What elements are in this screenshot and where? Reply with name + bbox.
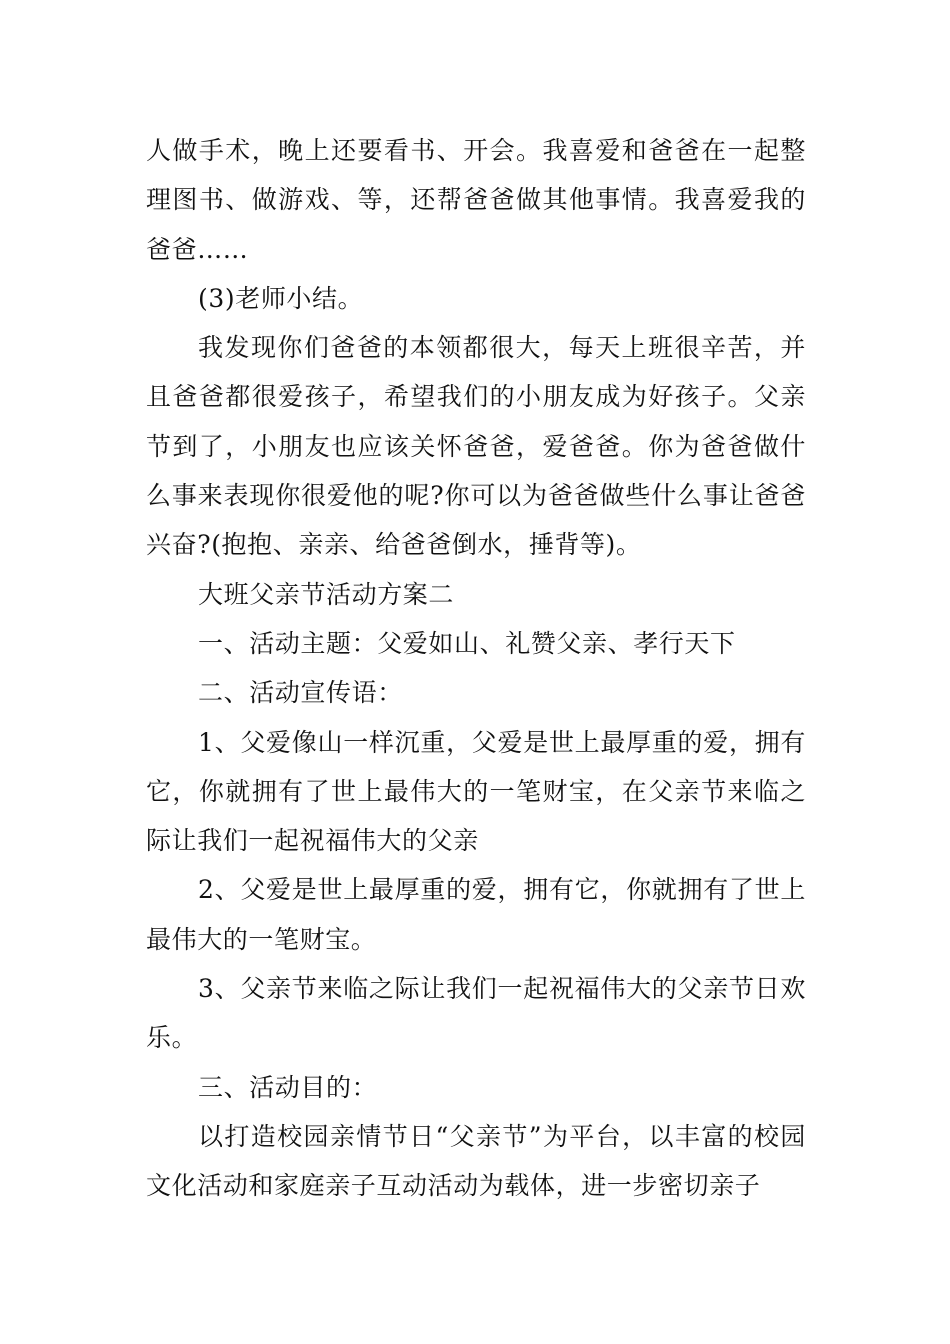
paragraph-teacher-summary: 我发现你们爸爸的本领都很大，每天上班很辛苦，并且爸爸都很爱孩子，希望我们的小朋友成为好孩子。父亲节到了，小朋友也应该关怀爸爸，爱爸爸。你为爸爸做什么事来表现你很爱他的呢?你可以为爸爸做些什么事让爸爸兴奋?(抱抱、亲亲、给爸爸倒水，捶背等)。 [146, 333, 806, 560]
paragraph-activity-purpose: 以打造校园亲情节日“父亲节”为平台，以丰富的校园文化活动和家庭亲子互动活动为载体，进一步密切亲子 [146, 1121, 806, 1201]
heading-activity-purpose: 三、活动目的： [198, 1072, 378, 1102]
section-title-plan-two: 大班父亲节活动方案二 [198, 579, 455, 609]
paragraph-continuation: 人做手术，晚上还要看书、开会。我喜爱和爸爸在一起整理图书、做游戏、等，还帮爸爸做其他事情。我喜爱我的爸爸…… [146, 136, 806, 264]
paragraph-teacher-summary-heading: (3)老师小结。 [198, 283, 364, 313]
paragraph-activity-theme: 一、活动主题：父爱如山、礼赞父亲、孝行天下 [198, 628, 736, 658]
slogan-item-2: 2、父爱是世上最厚重的爱，拥有它，你就拥有了世上最伟大的一笔财宝。 [146, 875, 806, 954]
slogan-item-1: 1、父爱像山一样沉重，父爱是世上最厚重的爱，拥有它，你就拥有了世上最伟大的一笔财宝，在父亲节来临之际让我们一起祝福伟大的父亲 [146, 727, 806, 856]
slogan-item-3: 3、父亲节来临之际让我们一起祝福伟大的父亲节日欢乐。 [146, 974, 806, 1053]
document-body [146, 126, 806, 1211]
heading-activity-slogans: 二、活动宣传语： [198, 678, 403, 708]
